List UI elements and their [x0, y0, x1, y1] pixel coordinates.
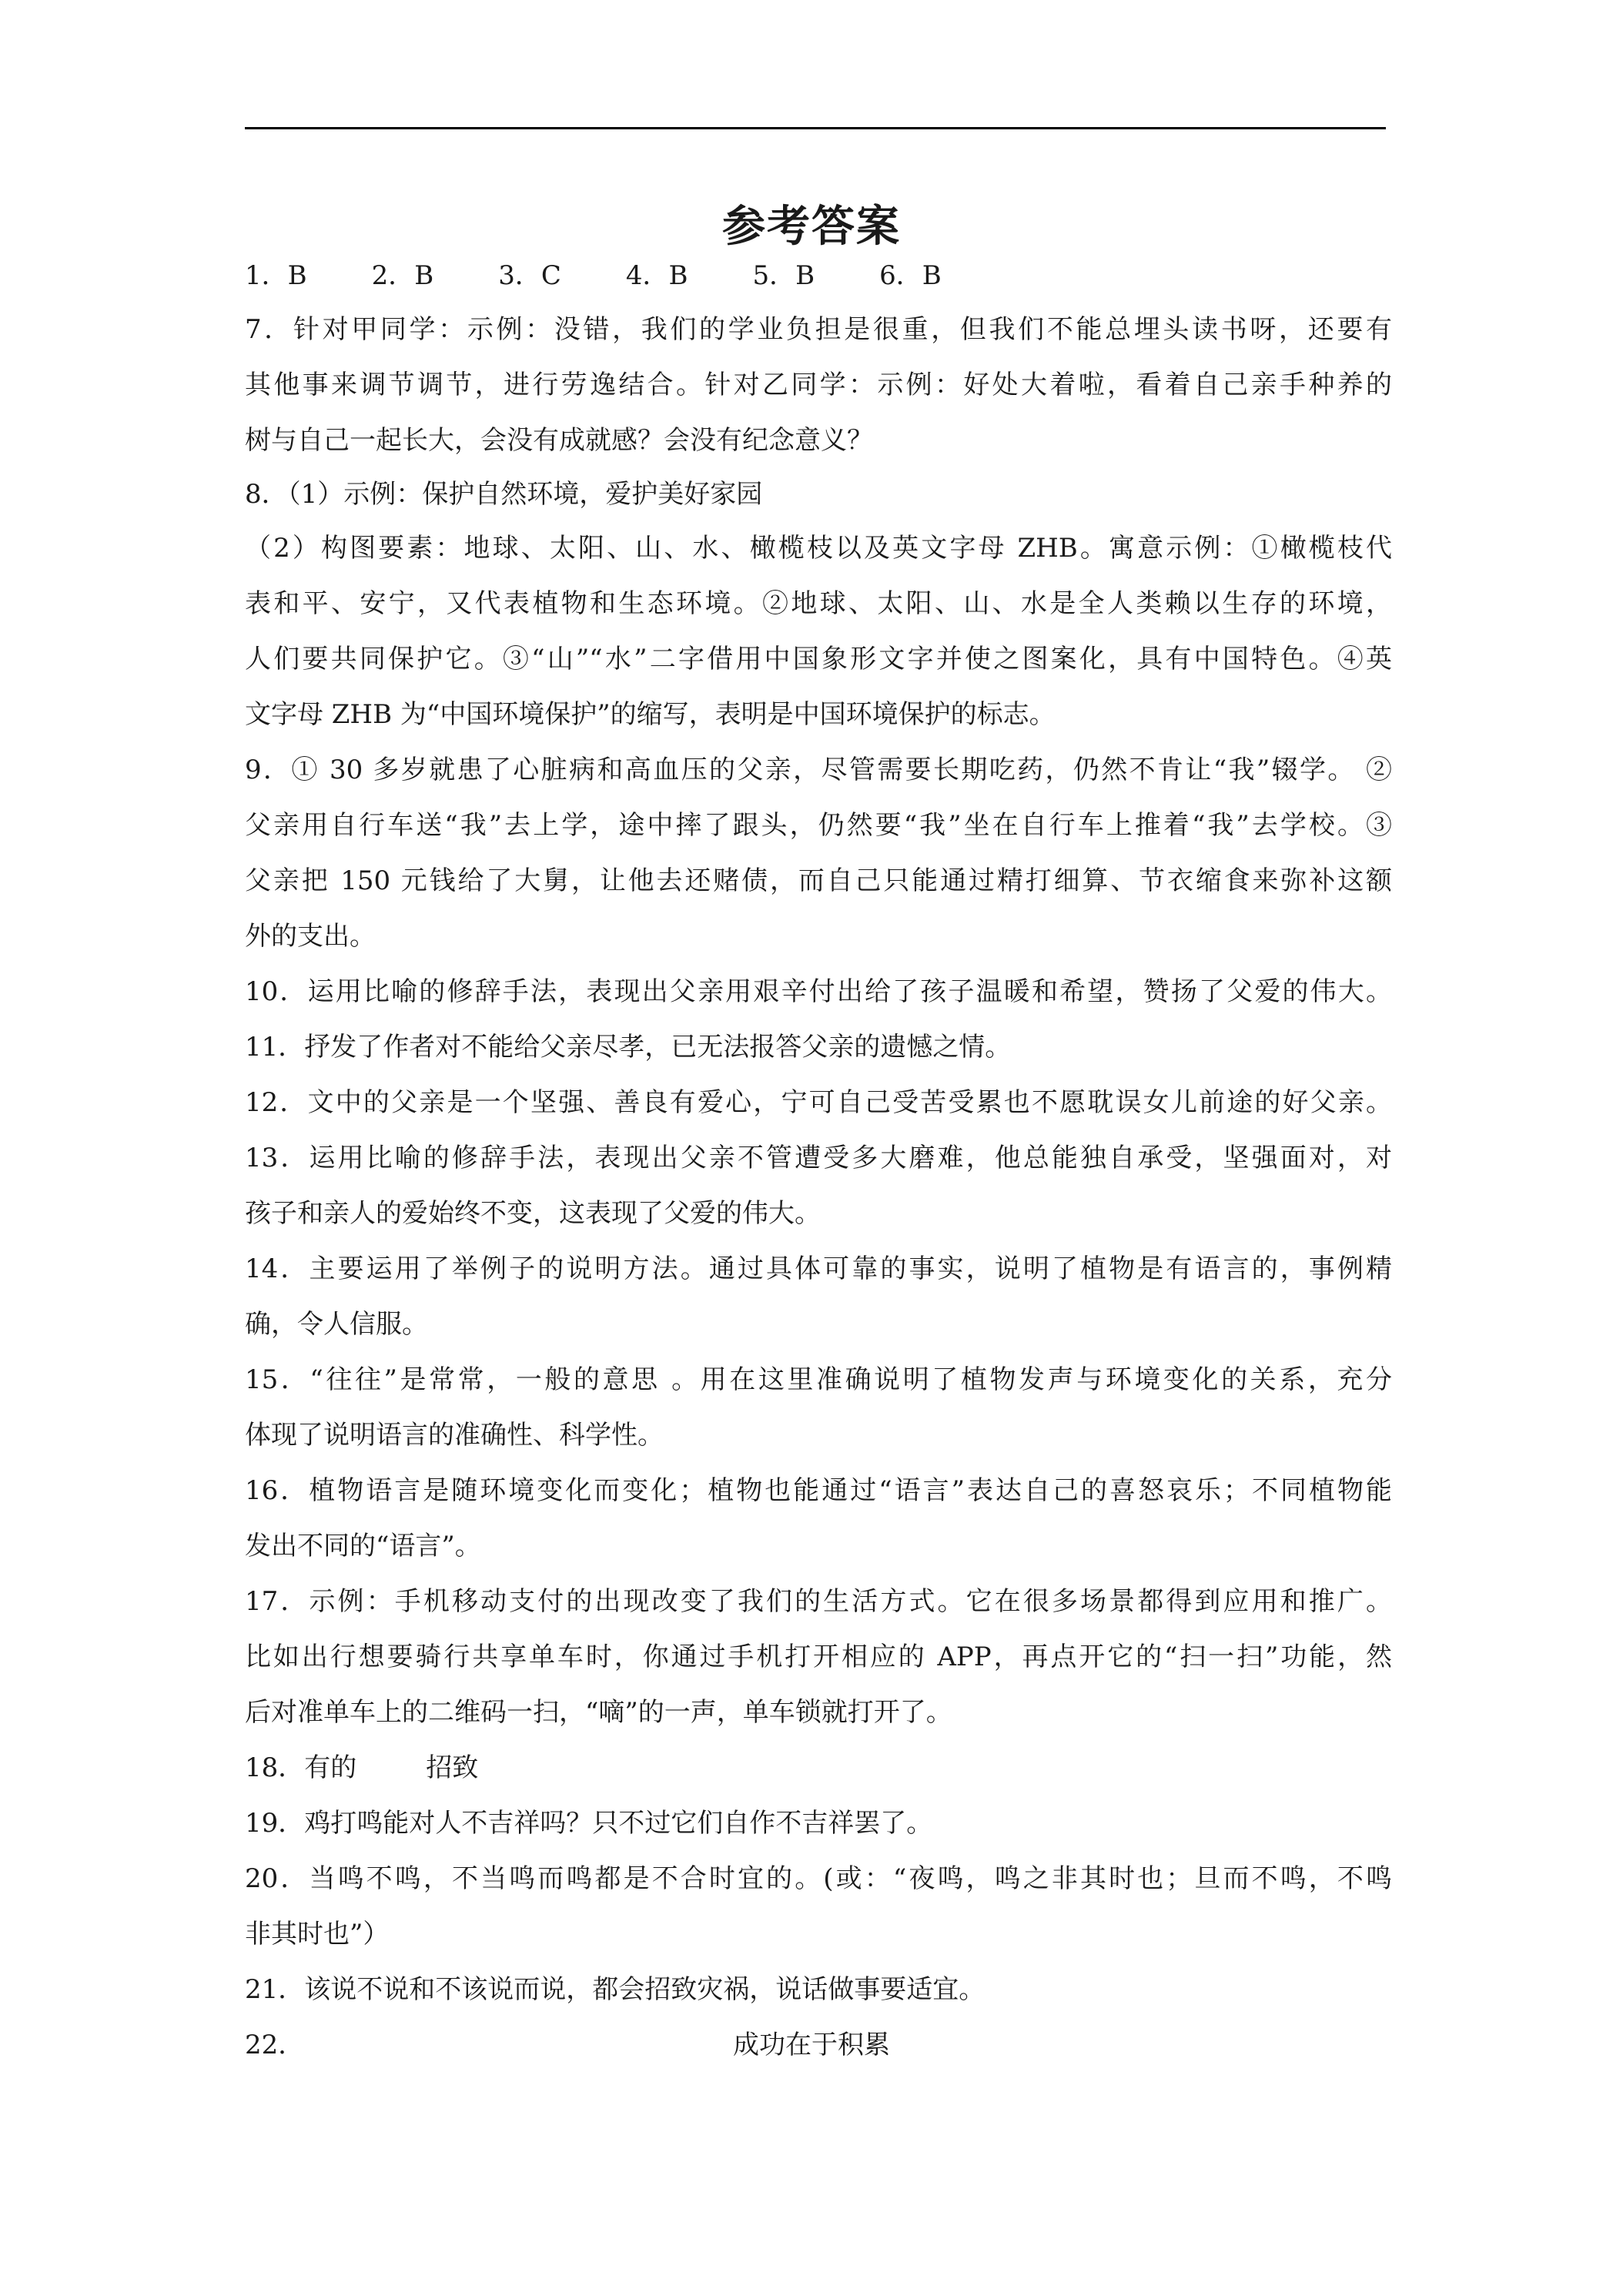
answer-17-line-2: 比如出行想要骑行共享单车时，你通过手机打开相应的 APP，再点开它的“扫一扫”功能，然 — [245, 1642, 1392, 1672]
answer-7-line-3: 树与自己一起长大，会没有成就感？会没有纪念意义？ — [245, 425, 873, 456]
answer-17-line-1: 17．示例：手机移动支付的出现改变了我们的生活方式。它在很多场景都得到应用和推广。 — [245, 1586, 1392, 1617]
mc-answer-1: 1．B — [245, 260, 307, 291]
mc-answer-6: 6．B — [879, 260, 942, 291]
answer-7-line-2: 其他事来调节调节，进行劳逸结合。针对乙同学：示例：好处大着啦，看着自己亲手种养的 — [245, 370, 1392, 400]
answer-7-line-1: 7．针对甲同学：示例：没错，我们的学业负担是很重，但我们不能总埋头读书呀，还要有 — [245, 314, 1392, 345]
header-rule — [245, 127, 1386, 129]
answer-13-line-2: 孩子和亲人的爱始终不变，这表现了父爱的伟大。 — [245, 1198, 821, 1229]
answer-19: 19．鸡打鸣能对人不吉祥吗？只不过它们自作不吉祥罢了。 — [245, 1808, 933, 1839]
answer-9-line-3: 父亲把 150 元钱给了大舅，让他去还赌债，而自己只能通过精打细算、节衣缩食来弥补这额 — [245, 865, 1392, 896]
answer-22-text: 成功在于积累 — [733, 2030, 890, 2060]
answer-15-line-2: 体现了说明语言的准确性、科学性。 — [245, 1420, 664, 1451]
mc-answer-3: 3．C — [498, 260, 561, 291]
mc-answer-5: 5．B — [752, 260, 815, 291]
answer-9-line-2: 父亲用自行车送“我”去上学，途中摔了跟头，仍然要“我”坐在自行车上推着“我”去学校。③ — [245, 810, 1392, 841]
answer-18-word-2: 招致 — [426, 1752, 479, 1783]
answer-8-part-2-line-1: （2）构图要素：地球、太阳、山、水、橄榄枝以及英文字母 ZHB。寓意示例：①橄榄枝代 — [245, 533, 1392, 564]
answer-22-number: 22． — [245, 2030, 305, 2060]
answer-17-line-3: 后对准单车上的二维码一扫，“嘀”的一声，单车锁就打开了。 — [245, 1697, 952, 1728]
answer-18-word-1: 18．有的 — [245, 1752, 357, 1783]
multiple-choice-answers — [245, 256, 942, 296]
answer-8-part-1: 8．（1）示例：保护自然环境，爱护美好家园 — [245, 479, 763, 510]
answer-18 — [245, 1745, 1392, 1791]
answer-16-line-1: 16．植物语言是随环境变化而变化；植物也能通过“语言”表达自己的喜怒哀乐；不同植物能 — [245, 1475, 1392, 1506]
mc-answer-2: 2．B — [371, 260, 434, 291]
answer-8-part-2-line-3: 人们要共同保护它。③“山”“水”二字借用中国象形文字并使之图案化，具有中国特色。④英 — [245, 644, 1392, 674]
answer-9-line-1: 9．① 30 多岁就患了心脏病和高血压的父亲，尽管需要长期吃药，仍然不肯让“我”辍学。 ② — [245, 755, 1392, 785]
page-title: 参考答案 — [722, 201, 901, 252]
mc-answer-4: 4．B — [625, 260, 688, 291]
answer-14-line-2: 确，令人信服。 — [245, 1309, 428, 1340]
answer-21: 21．该说不说和不该说而说，都会招致灾祸，说话做事要适宜。 — [245, 1974, 986, 2005]
answer-16-line-2: 发出不同的“语言”。 — [245, 1531, 481, 1561]
answer-14-line-1: 14．主要运用了举例子的说明方法。通过具体可靠的事实，说明了植物是有语言的，事例精 — [245, 1253, 1392, 1284]
answer-15-line-1: 15．“往往”是常常，一般的意思 。用在这里准确说明了植物发声与环境变化的关系，充分 — [245, 1364, 1392, 1395]
answer-13-line-1: 13．运用比喻的修辞手法，表现出父亲不管遭受多大磨难，他总能独自承受，坚强面对，对 — [245, 1143, 1392, 1173]
answer-12: 12．文中的父亲是一个坚强、善良有爱心，宁可自己受苦受累也不愿耽误女儿前途的好父亲。 — [245, 1087, 1392, 1118]
answer-10: 10．运用比喻的修辞手法，表现出父亲用艰辛付出给了孩子温暖和希望，赞扬了父爱的伟大。 — [245, 976, 1392, 1007]
answer-20-line-1: 20．当鸣不鸣，不当鸣而鸣都是不合时宜的。(或：“夜鸣，鸣之非其时也；旦而不鸣，不鸣 — [245, 1863, 1392, 1894]
answer-11: 11．抒发了作者对不能给父亲尽孝，已无法报答父亲的遗憾之情。 — [245, 1032, 1012, 1063]
answer-8-part-2-line-4: 文字母 ZHB 为“中国环境保护”的缩写，表明是中国环境保护的标志。 — [245, 699, 1056, 730]
answer-8-part-2-line-2: 表和平、安宁，又代表植物和生态环境。②地球、太阳、山、水是全人类赖以生存的环境， — [245, 588, 1392, 619]
answer-9-line-4: 外的支出。 — [245, 921, 376, 952]
answer-20-line-2: 非其时也”） — [245, 1919, 390, 1950]
